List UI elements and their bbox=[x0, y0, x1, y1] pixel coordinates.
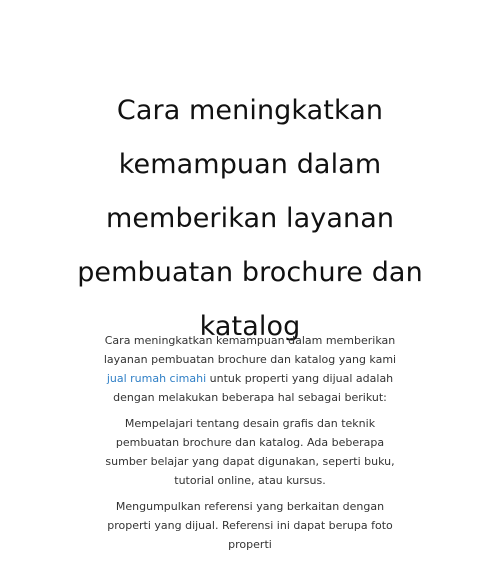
article-title: Cara meningkatkan kemampuan dalam memberikan layanan pembuatan brochure dan katalog bbox=[77, 95, 423, 342]
intro-paragraph bbox=[95, 331, 405, 407]
intro-text-before-link: Cara meningkatkan kemampuan dalam memberikan layanan pembuatan brochure dan katalog yang kami bbox=[103, 334, 397, 366]
article-body bbox=[95, 331, 405, 561]
paragraph-design-learning: Mempelajari tentang desain grafis dan teknik pembuatan brochure dan katalog. Ada beberapa sumber belajar yang dapat digunakan, seperti buku, tutorial online, atau kursus. bbox=[105, 417, 395, 487]
jual-rumah-cimahi-link[interactable]: jual rumah cimahi bbox=[106, 372, 207, 385]
paragraph-references: Mengumpulkan referensi yang berkaitan dengan properti yang dijual. Referensi ini dapat berupa foto properti bbox=[107, 500, 393, 551]
intro-text-after-link: untuk properti yang dijual adalah dengan melakukan beberapa hal sebagai berikut: bbox=[113, 372, 394, 404]
